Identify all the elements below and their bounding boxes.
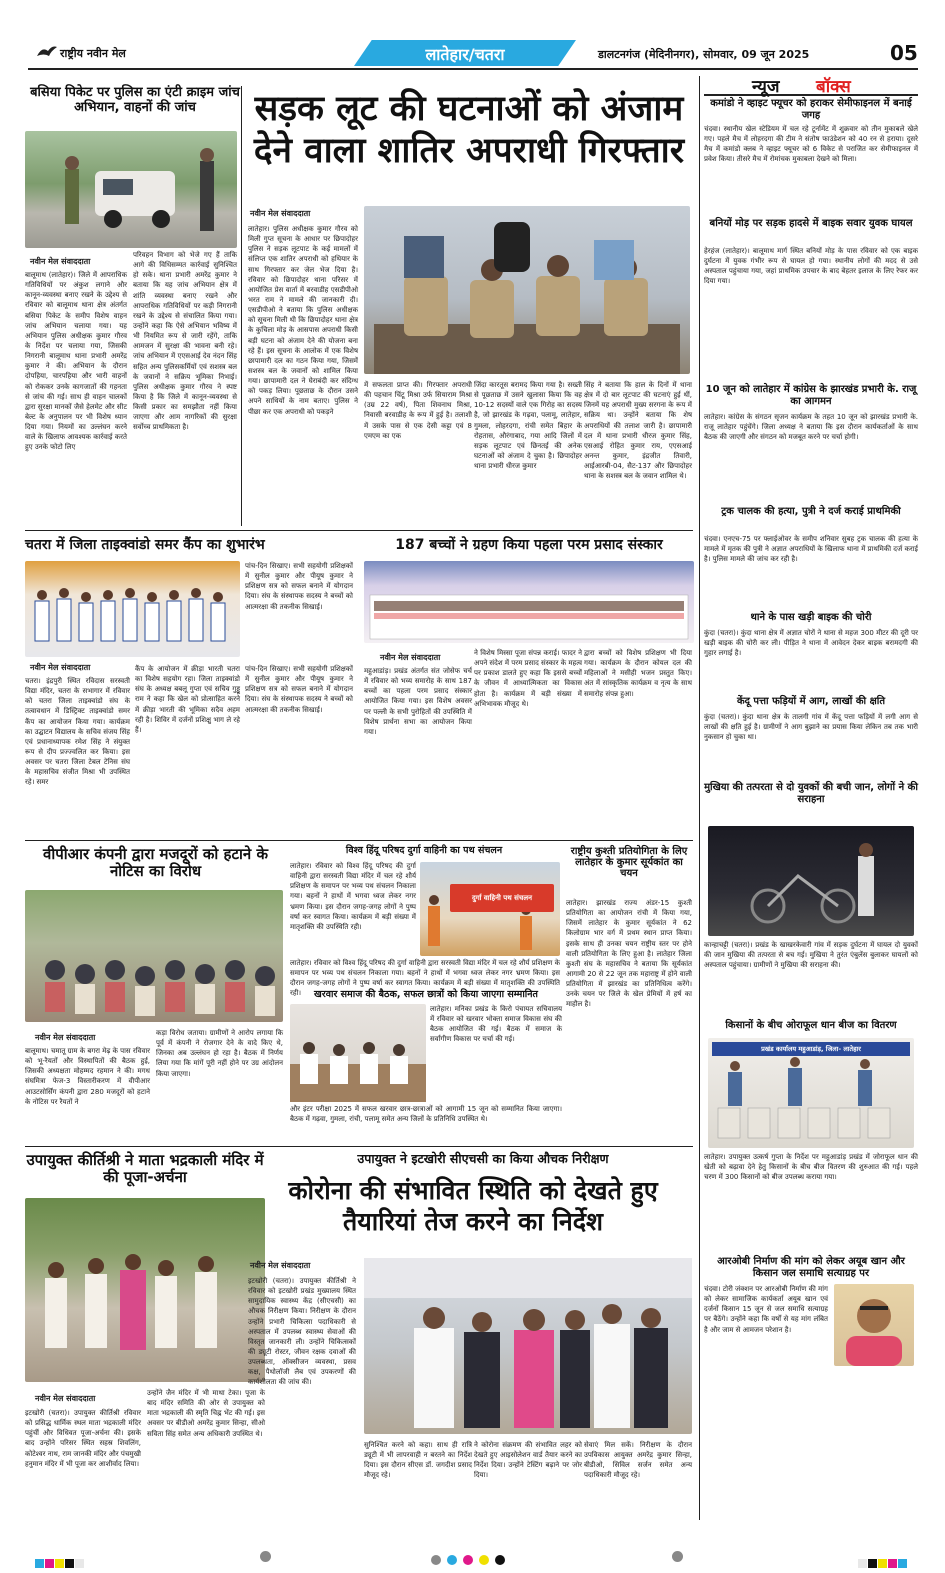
lead-body-col4: सिंह ने बताया कि हाल के दिनों में थाना क्षेत्र में दो बार लूटपाट की घटनाएं हुई थीं, जिनमें यह अपराधी मुख्य सरगना के रूप में सक्रिय था। उन्होंने बताया कि शेष अपराधियों की तलाश जारी है। छापामारी दल में थाना प्रभारी धीरज कुमार सिंह, एसआई रोहित कुमार राय, एएसआई अनन्त कुमार, इंद्रजीत तिवारी, आईआरबी-04, सैट-137 और छिपादोहर थाना के सशस्त्र बल के जवान शामिल थे। <box>584 381 692 481</box>
taekwondo-byline: नवीन मेल संवाददाता <box>30 663 91 672</box>
newsbox-item-6-title: केंदू पत्ता फड़ियों में आग, लाखों की क्षति <box>736 696 886 707</box>
bird-logo-icon <box>36 44 58 64</box>
masthead-logo: राष्ट्रीय नवीन मेल <box>60 47 126 60</box>
newsbox-item-6-body: कुंदा (चतरा)। कुंदा थाना क्षेत्र के तालगी गांव में केंदू पत्ता फड़ियों में लगी आग से लाखों की क्षति हुई है। ग्रामीणों ने आग बुझाने का प्रयास किया लेकिन तब तक भारी नुकसान हो चुका था। <box>704 713 918 742</box>
newsbox-item-7-body: कान्हाचट्टी (चतरा)। प्रखंड के खाखरकेवारी गांव में सड़क दुर्घटना में घायल दो युवकों की जान मुखिया की तत्परता से बच गई। मुखिया ने तुरंत एंबुलेंस बुलाकर घायलों को अस्पताल पहुंचाया। ग्रामीणों ने मुखिया की सराहना की। <box>704 941 918 970</box>
corona-body-col4: सेवाएं मिल सकें। निरीक्षण के दौरान उपविकास आयुक्त अमरेंद्र कुमार सिन्हा, बीडीओ, सिविल सर्जन समेत अन्य पदाधिकारी मौजूद रहे। <box>584 1441 692 1480</box>
newsbox-item-7-photo <box>708 826 914 936</box>
taekwondo-body-col1: चतरा। इंद्रपुरी स्थित रविदास सरस्वती विद्या मंदिर, चतरा के सभागार में रविवार को चतरा जिला ताइक्वांडो संघ के तत्वावधान में डिस्ट्रिक्ट ताइक्वांडो समर कैंप का आयोजन किया गया। कार्यक्रम का उद्घाटन विद्यालय के सचिव संजय सिंह एवं प्रधानाध्यापक रमेश सिंह ने संयुक्त रूप से दीप प्रज्ज्वलित कर किया। इस अवसर पर चतरा जिला टेबल टेनिस संघ के महासचिव संजीत मिश्रा भी उपस्थित रहे। समर <box>25 677 130 787</box>
corona-body-col2: सुनिश्चित करने को कहा। साथ ही रात्रि ड्यूटी में भी लापरवाही न बरतने का निर्देश दिया। इस दौरान सीएस डॉ. जगदीश प्रसाद मौजूद रहे। <box>364 1441 472 1480</box>
page-number: 05 <box>890 41 918 65</box>
newsbox-item-9-body: चंदवा। टोरी जंक्शन पर आरओबी निर्माण की मांग को लेकर सामाजिक कार्यकर्ता अयूब खान एवं दर्जनों किसान 15 जून से जल समाधि सत्याग्रह पर बैठेंगे। उन्होंने कहा कि वर्षों से यह मांग लंबित है और जाम से आमजन परेशान है। <box>704 1285 828 1334</box>
newsbox-item-3-body: लातेहार। कांग्रेस के संगठन सृजन कार्यक्रम के तहत 10 जून को झारखंड प्रभारी के. राजू लातेहार पहुंचेंगे। जिला अध्यक्ष ने बताया कि इस दौरान कार्यकर्ताओं के साथ बैठक की जाएगी और संगठन को मजबूत करने पर चर्चा होगी। <box>704 413 918 442</box>
lead-body-col3: जिंदा कारतूस बरामद किया गया है। सख्ती से पूछताछ में उसने खुलासा किया कि वह 10-12 सदस्यों वाले एक गिरोह का सदस्य है, जो झारखंड के गढ़वा, पलामू, लातेहार, गुमला, लोहरदगा, रांची समेत बिहार के रोहतास, औरंगाबाद, गया आदि जिलों में सड़क लूटपाट एवं छिनतई की अनेक घटनाओं को अंजाम दे चुका है। छिपादोहर थाना प्रभारी धीरज कुमार <box>474 381 582 471</box>
antitheft-headline: बसिया पिकेट पर पुलिस का एंटी क्राइम जांच अभियान, वाहनों की जांच <box>30 85 240 115</box>
sanskar-byline: नवीन मेल संवाददाता <box>380 653 441 662</box>
corona-headline: कोरोना की संभावित स्थिति को देखते हुए तैयारियां तेज करने का निर्देश <box>288 1176 658 1236</box>
durga-body-cont: लातेहार। रविवार को विश्व हिंदू परिषद की दुर्गा वाहिनी द्वारा सरस्वती विद्या मंदिर में चल रहे शौर्य प्रशिक्षण के समापन पर भव्य पथ संचलन निकाला गया। बहनों ने हाथों में भगवा ध्वज लेकर नगर भ्रमण किया। इस दौरान जगह-जगह लोगों ने पुष्प वर्षा कर स्वागत किया। कार्यक्रम में बड़ी संख्या में मातृशक्ति की उपस्थिति रही। <box>290 959 560 998</box>
masthead-rule <box>28 68 918 70</box>
dateline: डालटनगंज (मेदिनीनगर), सोमवार, 09 जून 2025 <box>598 48 810 61</box>
taekwondo-body-col2: कैंप के आयोजन में क्रीड़ा भारती चतरा का विशेष सहयोग रहा। जिला ताइक्वांडो संघ के अध्यक्ष बबलू गुप्ता एवं सचिव गुड्डू राम ने कहा कि खेल को प्रोत्साहित करने में क्रीड़ा भारती की भूमिका सदैव अहम रही है। शिविर में दर्जनों प्रशिक्षु भाग ले रहे हैं। <box>135 665 240 734</box>
newsbox-item-5-title: थाने के पास खड़ी बाइक की चोरी <box>750 612 872 623</box>
sanskar-photo <box>364 561 694 643</box>
news-box-title-bar <box>704 74 918 96</box>
taekwondo-photo <box>25 561 240 657</box>
vpr-headline: वीपीआर कंपनी द्वारा मजदूरों को हटाने के नोटिस का विरोध <box>43 845 268 880</box>
masthead <box>0 0 945 72</box>
vpr-body-col2: कड़ा विरोध जताया। ग्रामीणों ने आरोप लगाया कि पूर्व में कंपनी ने रोजगार देने के वादे किए थे, जिनका अब उल्लंघन हो रहा है। बैठक में निर्णय लिया गया कि मांगें पूरी नहीं होने पर उग्र आंदोलन किया जाएगा। <box>156 1029 283 1078</box>
wrestling-headline: राष्ट्रीय कुश्ती प्रतियोगिता के लिए लातेहार के कुमार सूर्यकांत का चयन <box>570 846 688 880</box>
kharwar-body-col2: लातेहार। मनिका प्रखंड के किरो पंचायत सचिवालय में रविवार को खरवार भोक्ता समाज विकास संघ की बैठक आयोजित की गई। बैठक में समाज के सर्वांगीण विकास पर चर्चा की गई। <box>430 1005 562 1044</box>
newsbox-item-8-photo <box>708 1038 914 1148</box>
vpr-photo <box>25 890 283 1022</box>
newsbox-item-9-photo <box>834 1284 914 1366</box>
taekwondo-body-col3: पांच-दिन सिखाए। सभी सहयोगी प्रशिक्षकों में सुनील कुमार और पीयूष कुमार ने प्रशिक्षण सत्र को सफल बनाने में योगदान दिया। संघ के संस्थापक सदस्य ने बच्चों को आत्मरक्षा की तकनीक सिखाई। <box>245 562 353 611</box>
bhadrakali-body-col2: उन्होंने जैन मंदिर में भी माथा टेका। पूजा के बाद मंदिर समिति की ओर से उपायुक्त को माता भद्रकाली की स्मृति चिह्न भेंट की गई। इस अवसर पर बीडीओ अमरेंद्र कुमार सिन्हा, सीओ सविता सिंह समेत अन्य अधिकारी उपस्थित थे। <box>147 1389 265 1438</box>
lead-headline: सड़क लूट की घटनाओं को अंजाम देने वाला शातिर अपराधी गिरफ्तार <box>253 89 685 171</box>
sanskar-body-col1: महुआडांड़। प्रखंड अंतर्गत संत जोसेफ चर्च में रविवार को भव्य समारोह के साथ 187 बच्चों का पहला परम प्रसाद संस्कार आयोजित किया गया। इस विशेष अवसर पर पल्ली के सभी पुरोहितों की उपस्थिति में विशेष प्रार्थना सभा का आयोजन किया गया। <box>364 667 472 736</box>
corona-body-col3: ने कोरोना संक्रमण की संभावित लहर को देखते हुए आइसोलेशन वार्ड तैयार करने का निर्देश दिया। उन्होंने टेस्टिंग बढ़ाने पर जोर दिया। <box>474 1441 582 1480</box>
newsbox-item-1-body: चंदवा। स्थानीय खेल स्टेडियम में चल रहे टूर्नामेंट में शुक्रवार को तीन मुकाबले खेले गए। पहले मैच में लोहरदगा की टीम ने संतोष फाउंडेशन को 40 रन से हराया। दूसरे मैच में कमांडो क्लब ने व्हाइट फ्यूचर को 6 विकेट से पराजित कर सेमीफाइनल में प्रवेश किया। तीसरे मैच में रोमांचक मुकाबला देखने को मिला। <box>704 125 918 164</box>
register-circle-right <box>672 1551 683 1562</box>
durga-banner: दुर्गा वाहिनी पथ संचलन <box>450 884 554 912</box>
newsbox-item-5-body: कुंदा (चतरा)। कुंदा थाना क्षेत्र में अज्ञात चोरों ने थाना से महज 300 मीटर की दूरी पर खड़ी बाइक की चोरी कर ली। पीड़ित ने थाना में आवेदन देकर बाइक बरामदगी की गुहार लगाई है। <box>704 629 918 658</box>
taekwondo-headline: चतरा में जिला ताइक्वांडो समर कैंप का शुभारंभ <box>25 537 265 553</box>
bhadrakali-byline: नवीन मेल संवाददाता <box>35 1394 96 1403</box>
lead-byline: नवीन मेल संवाददाता <box>250 209 311 218</box>
vpr-byline: नवीन मेल संवाददाता <box>35 1033 96 1042</box>
newsbox-item-1-title: कमांडो ने व्हाइट फ्यूचर को हराकर सेमीफाइनल में बनाई जगह <box>710 98 912 121</box>
corona-photo <box>364 1258 692 1434</box>
news-box-title-left: न्यूज <box>752 77 780 97</box>
newsbox-item-8-banner: प्रखंड कार्यालय महुआडांड़, जिला- लातेहार <box>712 1042 910 1056</box>
newsbox-item-4-title: ट्रक चालक की हत्या, पुत्री ने दर्ज कराई प्राथमिकी <box>721 506 901 517</box>
bhadrakali-body-col1: इटखोरी (चतरा)। उपायुक्त कीर्तिश्री रविवार को प्रसिद्ध धार्मिक स्थल माता भद्रकाली मंदिर पहुंचीं और विधिवत पूजा-अर्चना की। इसके बाद उन्होंने परिसर स्थित सहस्र शिवलिंग, कोटेश्वर नाथ, राम जानकी मंदिर और पंचमुखी हनुमान मंदिर में भी पूजा कर आशीर्वाद लिया। <box>25 1409 141 1468</box>
newsbox-item-7-title: मुखिया की तत्परता से दो युवकों की बची जान, लोगों ने की सराहना <box>704 782 918 805</box>
lead-photo <box>364 206 690 374</box>
durga-headline: विश्व हिंदू परिषद दुर्गा वाहिनी का पथ संचलन <box>345 845 503 856</box>
bhadrakali-photo <box>25 1198 265 1382</box>
vpr-body-col1: बालूमाथ। चमातू ग्राम के बगरा मेढ़ के पास रविवार को भू-रैयतों और विस्थापितों की बैठक हुई, जिसकी अध्यक्षता मोहम्मद रहमान ने की। मगध संघमित्रा फेज-3 विस्तारीकरण में वीपीआर आउटसोर्सिंग कंपनी द्वारा 280 मजदूरों को हटाने के नोटिस पर रैयतों ने <box>25 1047 151 1106</box>
bhadrakali-headline: उपायुक्त कीर्तिश्री ने माता भद्रकाली मंदिर में की पूजा-अर्चना <box>26 1151 264 1186</box>
sanskar-headline: 187 बच्चों ने ग्रहण किया पहला परम प्रसाद संस्कार <box>395 537 663 553</box>
antitheft-photo <box>25 131 237 248</box>
lead-body-col2: में सफलता प्राप्त की। गिरफ्तार अपराधी की पहचान चिंटू मिश्रा उर्फ सियाराम मिश्रा (उम्र 22 वर्ष), पिता शिवनाथ मिश्रा, निवासी बरवाडीह के रूप में हुई है। तलाशी में उसके पास से एक देसी कट्टा एवं 8 एमएम का एक <box>364 381 472 440</box>
newsbox-item-2-title: बनियों मोड़ पर सड़क हादसे में बाइक सवार युवक घायल <box>709 218 913 229</box>
news-box <box>704 74 918 1522</box>
registration-marks-right <box>858 1553 908 1572</box>
newsbox-item-8-body: लातेहार। उपायुक्त उत्कर्ष गुप्ता के निर्देश पर महुआडांड़ प्रखंड में जोराफूल धान की खेती को बढ़ावा देने हेतु किसानों के बीच बीज वितरण की शुरुआत की गई। पहले चरण में 300 किसानों को बीज उपलब्ध कराया गया। <box>704 1153 918 1182</box>
newsbox-item-8-title: किसानों के बीच ओराफूल धान बीज का वितरण <box>725 1020 897 1031</box>
sanskar-body-col2: ने विशेष मिस्सा पूजा संपन्न कराई। फादर ने अपने संदेश में परम प्रसाद संस्कार के महत्व पर प्रकाश डालते हुए कहा कि इससे बच्चों के जीवन में आध्यात्मिकता का विकास होता है। कार्यक्रम में बड़ी संख्या में अभिभावक मौजूद थे। <box>474 649 582 708</box>
lead-body-col1: लातेहार। पुलिस अधीक्षक कुमार गौरव को मिली गुप्त सूचना के आधार पर छिपादोहर पुलिस ने सड़क लूटपाट के कई मामलों में संलिप्त एक शातिर अपराधी को हथियार के साथ गिरफ्तार कर जेल भेज दिया है। रविवार को छिपादोहर थाना परिसर में आयोजित प्रेस वार्ता में बरवाडीह एसडीपीओ भरत राम ने मामले की जानकारी दी। एसडीपीओ ने बताया कि पुलिस अधीक्षक को सूचना मिली थी कि छिपादोहर थाना क्षेत्र के कुचिला मोड़ के आसपास अपराधी किसी बड़ी घटना को अंजाम देने की योजना बना रहे हैं। इस सूचना के आलोक में एक विशेष छापामारी दल का गठन किया गया, जिसमें सशस्त्र बल के जवानों को शामिल किया गया। छापामारी दल ने घेराबंदी कर संदिग्ध को पकड़ लिया। पूछताछ के दौरान उसने अपने साथियों के नाम बताए। पुलिस ने पीछा कर एक अपराधी को पकड़ने <box>248 225 358 416</box>
antitheft-body-col2: परिवहन विभाग को भेजे गए हैं ताकि आगे की विधिसम्मत कार्रवाई सुनिश्चित हो सके। थाना प्रभारी अमरेंद्र कुमार ने बताया कि यह जांच अभियान क्षेत्र में शांति व्यवस्था बनाए रखने और आपराधिक गतिविधियों पर कड़ी निगरानी रखने के उद्देश्य से संचालित किया गया। उन्होंने कहा कि ऐसे अभियान भविष्य में भी नियमित रूप से जारी रहेंगे, ताकि आमजन में सुरक्षा की भावना बनी रहे। जांच अभियान में एएसआई देव नंदन सिंह सहित अन्य पुलिसकर्मियों एवं सशस्त्र बल के जवानों ने सक्रिय भूमिका निभाई। पुलिस अधीक्षक कुमार गौरव ने स्पष्ट किया है कि जिले में कानून-व्यवस्था से किसी प्रकार का समझौता नहीं किया जाएगा और आम नागरिकों की सुरक्षा सर्वोच्च प्राथमिकता है। <box>133 251 237 432</box>
durga-body: लातेहार। रविवार को विश्व हिंदू परिषद की दुर्गा वाहिनी द्वारा सरस्वती विद्या मंदिर में चल रहे शौर्य प्रशिक्षण के समापन पर भव्य पथ संचलन निकाला गया। बहनों ने हाथों में भगवा ध्वज लेकर नगर भ्रमण किया। इस दौरान जगह-जगह लोगों ने पुष्प वर्षा कर स्वागत किया। कार्यक्रम में बड़ी संख्या में मातृशक्ति की उपस्थिति रही। <box>290 862 416 931</box>
registration-marks-center <box>430 1551 508 1570</box>
antitheft-byline: नवीन मेल संवाददाता <box>30 257 91 266</box>
newsbox-item-9-title: आरओबी निर्माण की मांग को लेकर अयूब खान और किसान जल समाधि सत्याग्रह पर <box>717 1256 905 1279</box>
kharwar-photo <box>290 1004 426 1102</box>
sanskar-body-col3: द्वारा बच्चों को विशेष प्रशिक्षण भी दिया गया। कार्यक्रम के दौरान कोयल दल की महिलाओं ने मसीही भजन प्रस्तुत किए। अंत में सांस्कृतिक कार्यक्रम व नृत्य के साथ समारोह संपन्न हुआ। <box>584 649 692 698</box>
news-box-title-right: बॉक्स <box>816 77 851 97</box>
newsbox-item-3-title: 10 जून को लातेहार में कांग्रेस के झारखंड प्रभारी के. राजू का आगमन <box>705 384 917 407</box>
kharwar-headline: खरवार समाज की बैठक, सफल छात्रों को किया जाएगा सम्मानित <box>314 989 538 1000</box>
registration-marks-left <box>35 1553 85 1572</box>
kharwar-body-col1: और इंटर परीक्षा 2025 में सफल खरवार छात्र-छात्राओं को आगामी 15 जून को सम्मानित किया जाएगा। बैठक में गढ़वा, गुमला, रांची, पलामू समेत अन्य जिलों के प्रतिनिधि उपस्थित थे। <box>290 1105 562 1124</box>
register-circle-left <box>260 1551 271 1562</box>
durga-photo <box>420 862 560 956</box>
taekwondo-body-col4: पांच-दिन सिखाए। सभी सहयोगी प्रशिक्षकों में सुनील कुमार और पीयूष कुमार ने प्रशिक्षण सत्र को सफल बनाने में योगदान दिया। संघ के संस्थापक सदस्य ने बच्चों को आत्मरक्षा की तकनीक सिखाई। <box>245 665 353 714</box>
newsbox-item-4-body: चंदवा। एनएच-75 पर फ्लाईओवर के समीप शनिवार सुबह ट्रक चालक की हत्या के मामले में मृतक की पुत्री ने अज्ञात अपराधियों के खिलाफ थाना में प्राथमिकी दर्ज कराई है। पुलिस मामले की जांच कर रही है। <box>704 535 918 564</box>
corona-byline: नवीन मेल संवाददाता <box>250 1261 311 1270</box>
newsbox-item-2-body: हेरहंज (लातेहार)। बालूमाथ मार्ग स्थित बनियों मोड़ के पास रविवार को एक बाइक दुर्घटना में युवक गंभीर रूप से घायल हो गया। स्थानीय लोगों की मदद से उसे अस्पताल पहुंचाया गया, जहां प्राथमिक उपचार के बाद बेहतर इलाज के लिए रेफर कर दिया गया। <box>704 247 918 286</box>
corona-body-col1: इटखोरी (चतरा)। उपायुक्त कीर्तिश्री ने रविवार को इटखोरी प्रखंड मुख्यालय स्थित सामुदायिक स्वास्थ्य केंद्र (सीएचसी) का औचक निरीक्षण किया। निरीक्षण के दौरान उन्होंने प्रभारी चिकित्सा पदाधिकारी से अस्पताल में उपलब्ध स्वास्थ्य सेवाओं की विस्तृत जानकारी ली। उन्होंने चिकित्सकों की ड्यूटी रोस्टर, जीवन रक्षक दवाओं की उपलब्धता, ऑक्सीजन व्यवस्था, प्रसव कक्ष, पैथोलॉजी लैब एवं उपकरणों की कार्यशीलता की जांच की। <box>248 1277 356 1387</box>
wrestling-body: लातेहार। झारखंड राज्य अंडर-15 कुश्ती प्रतियोगिता का आयोजन रांची में किया गया, जिसमें लातेहार के कुमार सूर्यकांत ने 62 किलोग्राम भार वर्ग में प्रथम स्थान प्राप्त किया। इसके साथ ही उनका चयन राष्ट्रीय स्तर पर होने वाली प्रतियोगिता के लिए हुआ है। लातेहार जिला कुश्ती संघ के महासचिव ने बताया कि सूर्यकांत आगामी 20 से 22 जून तक महाराष्ट्र में होने वाली प्रतियोगिता में झारखंड का प्रतिनिधित्व करेंगे। उनके चयन पर जिले के खेल प्रेमियों में हर्ष का माहौल है। <box>566 899 692 1009</box>
section-title: लातेहार/चतरा <box>425 45 505 64</box>
antitheft-body-col1: बालूमाथ (लातेहार)। जिले में आपराधिक गतिविधियों पर अंकुश लगाने और कानून-व्यवस्था बनाए रखने के उद्देश्य से रविवार को बालूमाथ थाना क्षेत्र अंतर्गत बसिया पिकेट के समीप विशेष वाहन जांच अभियान चलाया गया। यह अभियान पुलिस अधीक्षक कुमार गौरव के निर्देश पर चलाया गया, जिसकी निगरानी बालूमाथ थाना प्रभारी अमरेंद्र कुमार ने की। अभियान के दौरान दोपहिया, चारपहिया और भारी वाहनों को रोककर उनके कागजातों की गहनता से जांच की गई। साथ ही वाहन चालकों द्वारा सुरक्षा मानकों जैसे हेलमेट और सीट बेल्ट के अनुपालन पर भी विशेष ध्यान दिया गया। नियमों का उल्लंघन करने वाले के खिलाफ आवश्यक कार्रवाई करते हुए उनके फोटो लिए <box>25 271 127 452</box>
corona-kicker: उपायुक्त ने इटखोरी सीएचसी का किया औचक निरीक्षण <box>357 1151 609 1166</box>
